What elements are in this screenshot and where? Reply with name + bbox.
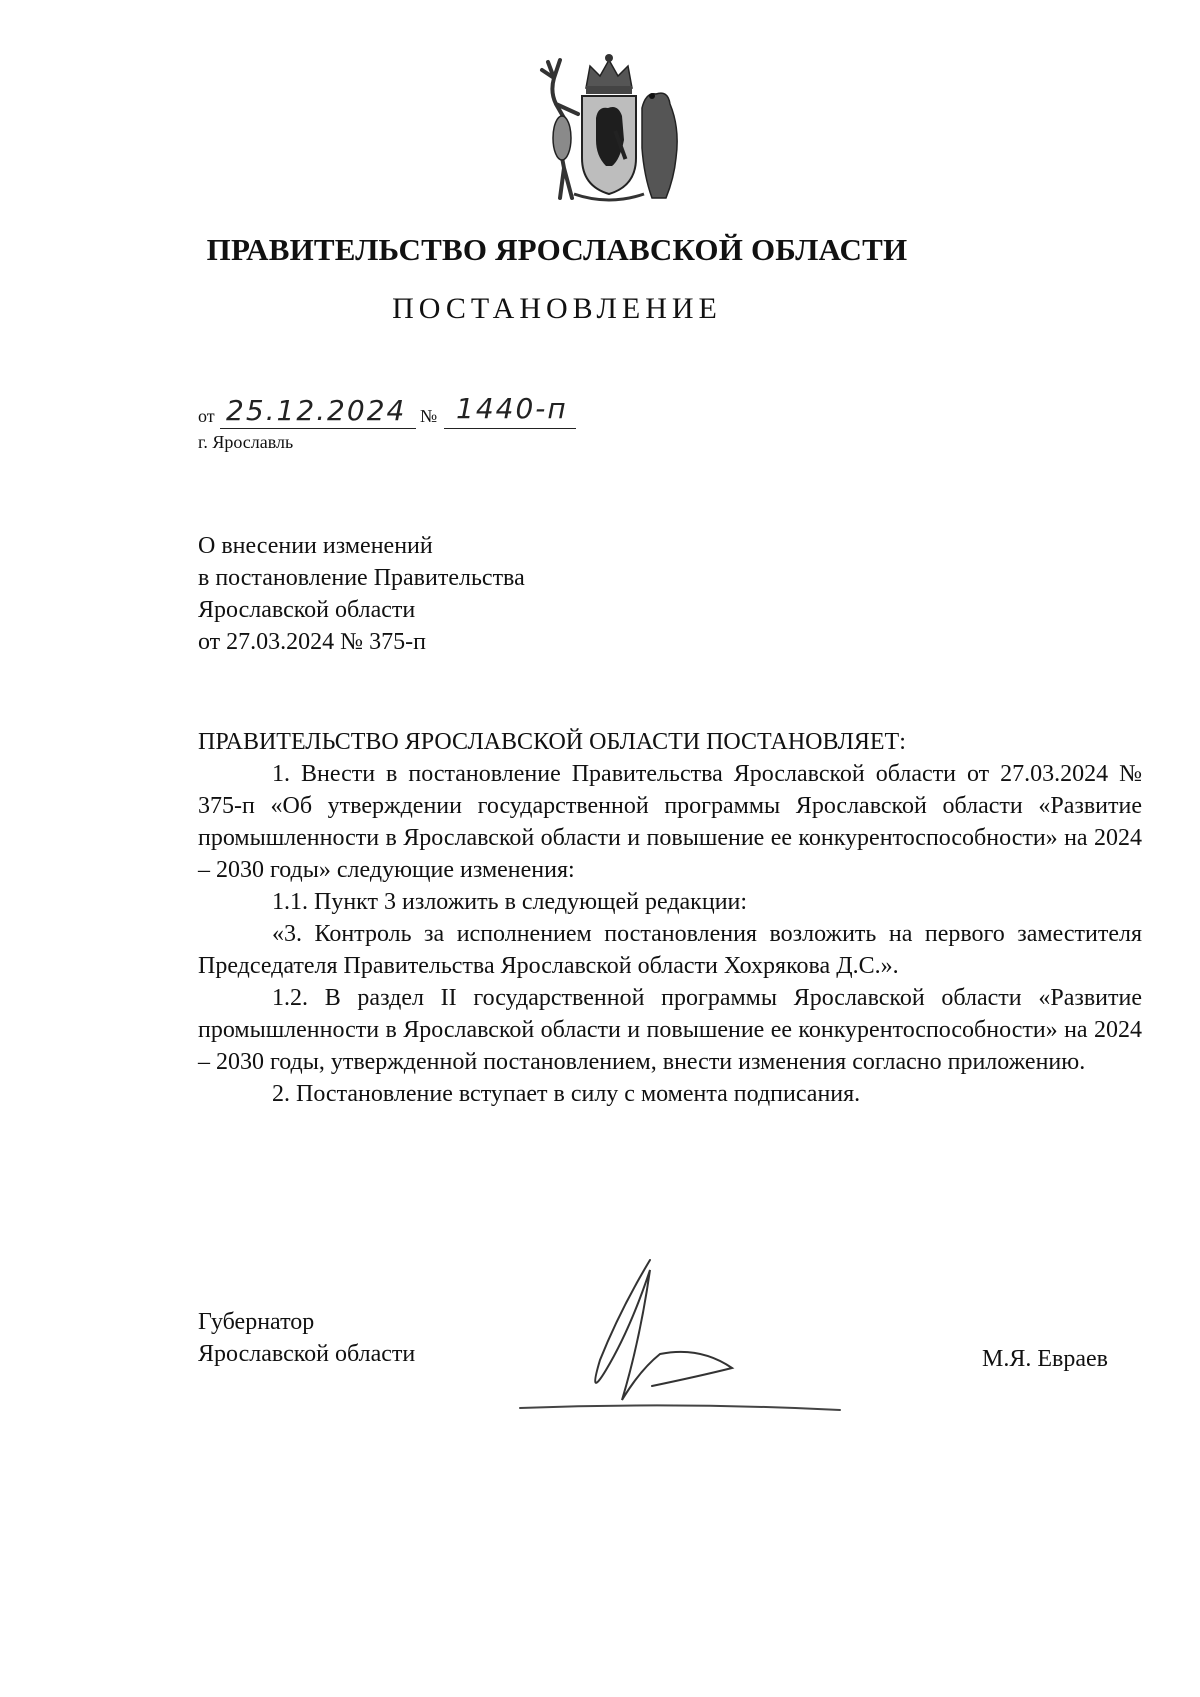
signatory-position [198, 1306, 415, 1370]
coat-of-arms-icon [534, 48, 684, 206]
document-type: ПОСТАНОВЛЕНИЕ [392, 292, 722, 325]
signatory-name: М.Я. Евраев [982, 1346, 1108, 1372]
paragraph: 2. Постановление вступает в силу с момента подписания. [272, 1081, 861, 1107]
document-body [198, 726, 1142, 1110]
subject-line: от 27.03.2024 № 375-п [198, 629, 426, 655]
preamble: ПРАВИТЕЛЬСТВО ЯРОСЛАВСКОЙ ОБЛАСТИ ПОСТАНОВЛЯЕТ: [198, 729, 906, 755]
position-line: Ярославской области [198, 1341, 416, 1367]
signature-icon [500, 1250, 920, 1440]
paragraph: 1.1. Пункт 3 изложить в следующей редакции: [272, 889, 748, 915]
subject-line: О внесении изменений [198, 533, 433, 559]
subject-line: Ярославской области [198, 597, 416, 623]
city: г. Ярославль [198, 432, 294, 452]
registration-line [198, 392, 698, 432]
date-value: 25.12.2024 [226, 394, 407, 427]
position-line: Губернатор [198, 1309, 315, 1335]
paragraph: «3. Контроль за исполнением постановления возложить на первого заместителя Председателя Правительства Ярославской области Хохрякова Д.С.». [198, 921, 1142, 979]
date-prefix: от [198, 406, 215, 426]
paragraph: 1. Внести в постановление Правительства Ярославской области от 27.03.2024 № 375-п «Об утверждении государственной программы Ярославской области «Развитие промышленности в Ярославской области и повышение ее конкурентоспособности» на 2024 – 2030 годы» следующие изменения: [198, 761, 1142, 883]
document-subject [198, 530, 525, 658]
number-value: 1440-п [456, 392, 568, 425]
government-name: ПРАВИТЕЛЬСТВО ЯРОСЛАВСКОЙ ОБЛАСТИ [206, 232, 908, 267]
subject-line: в постановление Правительства [198, 565, 525, 591]
paragraph: 1.2. В раздел II государственной программы Ярославской области «Развитие промышленности в Ярославской области и повышение ее конкурентоспособности» на 2024 – 2030 годы, утвержденной постановлением, внести изменения согласно приложению. [198, 985, 1142, 1075]
number-prefix: № [420, 406, 438, 426]
